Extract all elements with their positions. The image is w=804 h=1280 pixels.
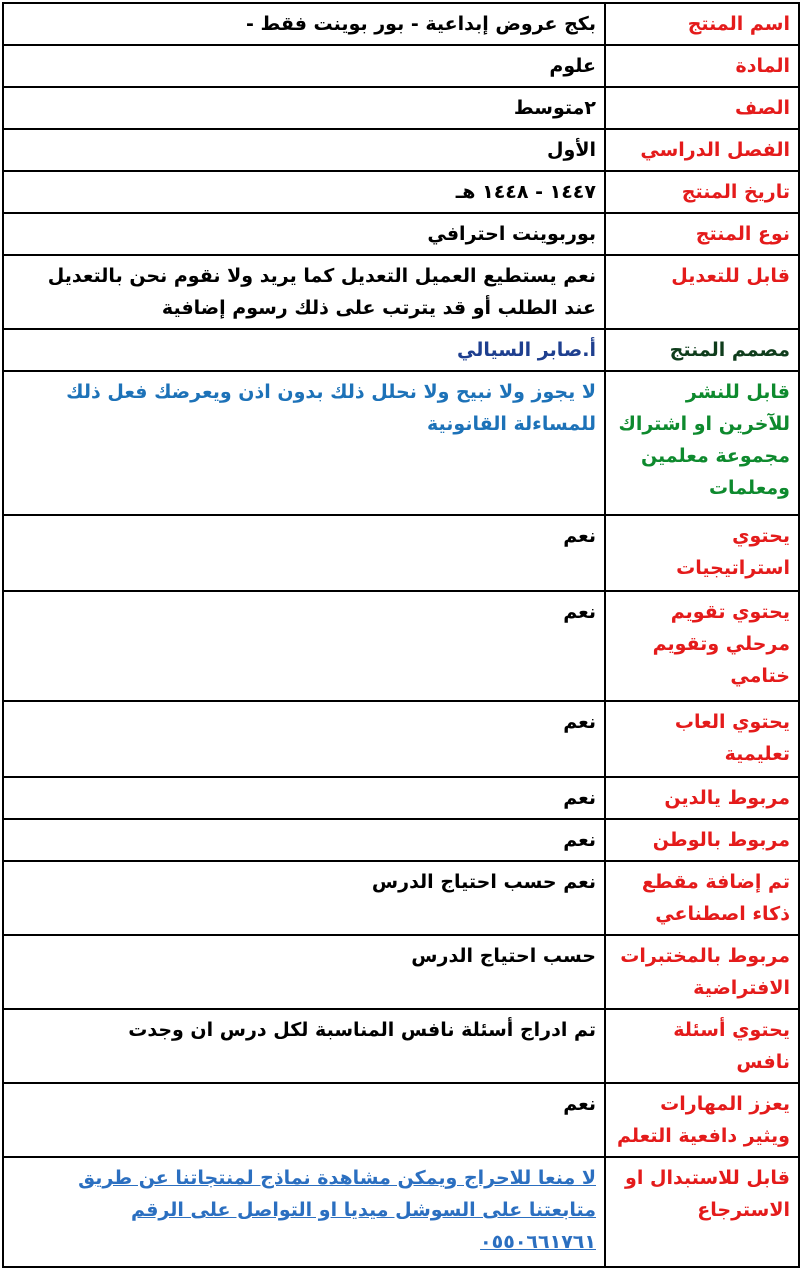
row-value-religion: نعم <box>3 777 605 819</box>
row-label-religion: مربوط يالدين <box>605 777 799 819</box>
row-value-refund-link[interactable]: لا منعا للاحراج ويمكن مشاهدة نماذج لمنتجاتنا عن طريق متابعتنا على السوشل ميديا او التواصل على الرقم ٠٥٥٠٦٦١٧٦١ <box>3 1157 605 1267</box>
row-value-designer: أ.صابر السيالي <box>3 329 605 371</box>
table-row <box>3 213 799 255</box>
row-label-product-date: تاريخ المنتج <box>605 171 799 213</box>
table-row <box>3 255 799 329</box>
row-value-strategies: نعم <box>3 515 605 591</box>
row-value-publishable: لا يجوز ولا نبيح ولا نحلل ذلك بدون اذن ويعرضك فعل ذلك للمساءلة القانونية <box>3 371 605 515</box>
row-value-assessment: نعم <box>3 591 605 701</box>
row-label-games: يحتوي العاب تعليمية <box>605 701 799 777</box>
row-value-product-type: بوربوينت احترافي <box>3 213 605 255</box>
row-label-editable: قابل للتعديل <box>605 255 799 329</box>
row-label-skills: يعزز المهارات ويثير دافعية التعلم <box>605 1083 799 1157</box>
row-value-virtual-labs: حسب احتياج الدرس <box>3 935 605 1009</box>
row-label-product-name: اسم المنتج <box>605 3 799 45</box>
product-info-table <box>2 2 800 1268</box>
row-label-nafs-questions: يحتوي أسئلة نافس <box>605 1009 799 1083</box>
row-label-ai-clip: تم إضافة مقطع ذكاء اصطناعي <box>605 861 799 935</box>
table-row <box>3 87 799 129</box>
row-value-editable: نعم يستطيع العميل التعديل كما يريد ولا نقوم نحن بالتعديل عند الطلب أو قد يترتب على ذلك رسوم إضافية <box>3 255 605 329</box>
table-row <box>3 3 799 45</box>
row-label-strategies: يحتوي استراتيجيات <box>605 515 799 591</box>
table-row <box>3 371 799 515</box>
row-value-subject: علوم <box>3 45 605 87</box>
table-row <box>3 819 799 861</box>
row-label-assessment: يحتوي تقويم مرحلي وتقويم ختامي <box>605 591 799 701</box>
row-value-grade: ٢متوسط <box>3 87 605 129</box>
table-row <box>3 1009 799 1083</box>
row-label-grade: الصف <box>605 87 799 129</box>
table-row <box>3 935 799 1009</box>
row-label-subject: المادة <box>605 45 799 87</box>
row-label-designer: مصمم المنتج <box>605 329 799 371</box>
table-row <box>3 129 799 171</box>
row-value-homeland: نعم <box>3 819 605 861</box>
row-value-ai-clip: نعم حسب احتياج الدرس <box>3 861 605 935</box>
row-label-product-type: نوع المنتج <box>605 213 799 255</box>
table-row <box>3 701 799 777</box>
table-row <box>3 861 799 935</box>
table-row <box>3 515 799 591</box>
row-value-games: نعم <box>3 701 605 777</box>
row-value-semester: الأول <box>3 129 605 171</box>
table-row <box>3 591 799 701</box>
row-value-skills: نعم <box>3 1083 605 1157</box>
row-label-publishable: قابل للنشر للآخرين او اشتراك مجموعة معلمين ومعلمات <box>605 371 799 515</box>
row-value-product-date: ١٤٤٧ - ١٤٤٨ هـ <box>3 171 605 213</box>
row-label-virtual-labs: مربوط بالمختبرات الافتراضية <box>605 935 799 1009</box>
table-row <box>3 171 799 213</box>
row-value-nafs-questions: تم ادراج أسئلة نافس المناسبة لكل درس ان وجدت <box>3 1009 605 1083</box>
row-value-product-name: بكج عروض إبداعية - بور بوينت فقط - <box>3 3 605 45</box>
row-label-semester: الفصل الدراسي <box>605 129 799 171</box>
table-row <box>3 329 799 371</box>
table-row <box>3 1157 799 1267</box>
table-row <box>3 45 799 87</box>
table-row <box>3 777 799 819</box>
row-label-refund: قابل للاستبدال او الاسترجاع <box>605 1157 799 1267</box>
row-label-homeland: مربوط بالوطن <box>605 819 799 861</box>
table-row <box>3 1083 799 1157</box>
